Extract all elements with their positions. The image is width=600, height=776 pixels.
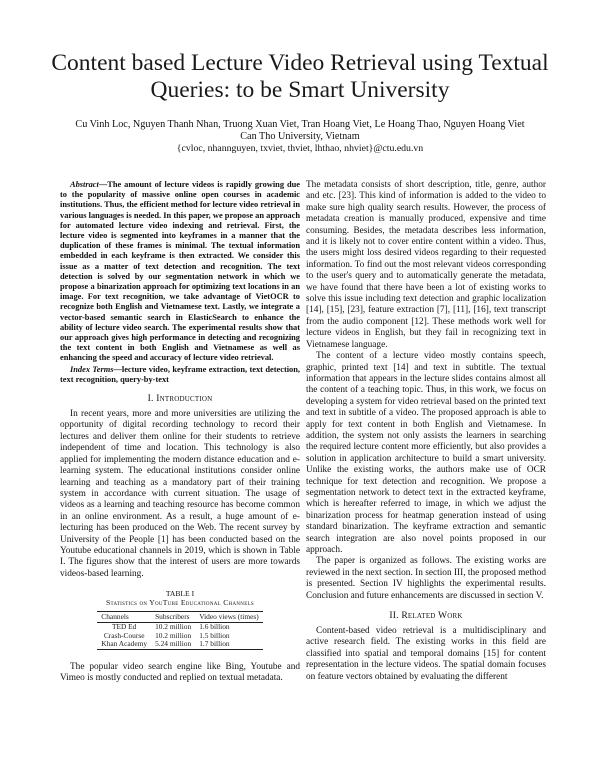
- affiliation: Can Tho University, Vietnam: [240, 131, 360, 142]
- abstract: [60, 180, 300, 364]
- index-terms-lead: Index Terms: [70, 364, 114, 374]
- metadata-paragraph: The metadata consists of short description, title, genre, author and etc. [23]. This kind of information is added to the video to make sure high quality search results. However, the process of metadata creation is manually produced, expensive and time consuming. Besides, the metadata describes less information, and it is likely not to cover entire content within a video. Thus, the users might loss desired videos regarding to their requested information. To find out the most relevant videos corresponding to the user's query and to automatically generate the metadata, we have found that there have been a lot of existing works to solve this issue including text detection and graphic localization [14], [15], [23], feature extraction [7], [11], [16], text transcript from the audio component [12]. These methods work well for lecture videos in English, but they fail in recognizing text in Vietnamese language.: [306, 180, 546, 350]
- section-heading-introduction: I. Introduction: [147, 393, 213, 405]
- table-cell: 5.24 million: [151, 640, 195, 649]
- search-engine-paragraph: The popular video search engine like Bing, Youtube and Vimeo is mostly conducted and replied on textual metadata.: [60, 661, 300, 684]
- index-terms-text: —lecture video, keyframe extraction, text detection, text recognition, query-by-text: [60, 364, 301, 384]
- table-header-row: [97, 611, 262, 623]
- left-column: [60, 180, 300, 685]
- table-caption: [60, 589, 300, 607]
- table-cell: 10.2 million: [155, 630, 192, 640]
- youtube-stats-table: [97, 611, 262, 650]
- author-list: Cu Vinh Loc, Nguyen Thanh Nhan, Truong Xuan Viet, Tran Hoang Viet, Le Hoang Thao, Nguyen Hoang Viet: [75, 119, 525, 130]
- table-cell: TED Ed: [111, 622, 137, 632]
- lecture-content-paragraph: The content of a lecture video mostly contains speech, graphic, printed text [14] and text in subtitle. The textual information that appears in the lecture slides contains almost all the content of a teaching topic. Thus, in this work, we focus on developing a system for video retrieval based on the printed text and text in subtitle of a video. The proposed approach is able to apply for text content in both English and Vietnamese. In addition, the system not only assists the learners in searching the required lecture content more efficiently, but also provides a solution in application architecture to build a smart university. Unlike the existing works, the authors make use of OCR technique for text detection and recognition. We propose a segmentation network to detect text in the extracted keyframe, which is hereafter referred to image, in which we adjust the binarization process for heatmap generation instead of using standard binarization. The keyframe extraction and semantic search integration are also novel points proposed in our approach.: [306, 351, 546, 555]
- table-cell: Crash-Course: [103, 630, 145, 640]
- table-title: Statistics on YouTube Educational Channels: [105, 598, 254, 608]
- organization-paragraph: The paper is organized as follows. The existing works are reviewed in the next section. In section III, the proposed method is presented. Section IV highlights the experimental results. Conclusion and future enhancements are discussed in section V.: [306, 556, 546, 601]
- table-label: TABLE I: [165, 589, 195, 599]
- table-header-cell: Subscribers: [151, 611, 195, 623]
- table-cell: 1.5 billion: [199, 630, 230, 640]
- table-header-cell: Video views (times): [195, 611, 263, 623]
- table-header-cell: Channels: [97, 611, 151, 623]
- table-cell: 1.7 billion: [195, 640, 263, 649]
- author-emails: {cvloc, nhannguyen, txviet, thviet, lhthao, nhviet}@ctu.edu.vn: [176, 143, 424, 154]
- abstract-text: —The amount of lecture videos is rapidly growing due to the popularity of massive online open courses in academic institutions. Thus, the efficient method for lecture video retrieval in various languages is needed. In this paper, we propose an approach for automated lecture video indexing and retrieval. First, the lecture video is segmented into keyframes in a manner that the duplication of these frames is minimal. The textual information embedded in each keyframe is then extracted. We consider this issue as a matter of text detection and recognition. The text detection is solved by our segmentation network in which we propose a binarization approach for optimizing text locations in an image. For text recognition, we take advantage of VietOCR to recognize both English and Vietnamese text. Lastly, we integrate a vector-based semantic search in ElasticSearch to enhance the ability of lecture video search. The experimental results show that our approach gives high performance in detecting and recognizing the text content in both English and Vietnamese as well as enhancing the speed and accuracy of lecture video retrieval.: [60, 180, 300, 363]
- related-work-paragraph: Content-based video retrieval is a multidisciplinary and active research field. The existing works in this field are classified into spatial and temporal domains [15] for content representation in the lecture videos. The spatial domain focuses on feature vectors obtained by evaluating the different: [306, 626, 546, 682]
- section-heading-related-work: II. Related Work: [389, 610, 463, 622]
- table-cell: 10.2 million: [155, 622, 192, 632]
- index-terms: [60, 365, 300, 385]
- intro-paragraph: In recent years, more and more universities are utilizing the opportunity of digital recording technology to record their lectures and deliver them online for their students to retrieve independent of time and location. This technology is also applied for implementing the modern distance education and e-learning system. The educational institutions consider online learning and teaching as a mandatory part of their training system in accordance with current situation. The usage of videos as a learning and teaching resource has become common in an online environment. As a result, a huge amount of e-lecturing has been produced on the Web. The recent survey by University of the People [1] has been conducted based on the Youtube educational channels in 2019, which is shown in Table I. The figures show that the interest of users are more towards videos-based learning.: [60, 409, 300, 579]
- paper-title: Content based Lecture Video Retrieval using Textual Queries: to be Smart University: [51, 50, 549, 103]
- abstract-lead: Abstract: [70, 180, 99, 189]
- table-cell: 1.6 billion: [199, 622, 230, 632]
- table-row: [97, 640, 262, 649]
- right-column: [306, 180, 546, 683]
- table-cell: Khan Academy: [97, 640, 151, 649]
